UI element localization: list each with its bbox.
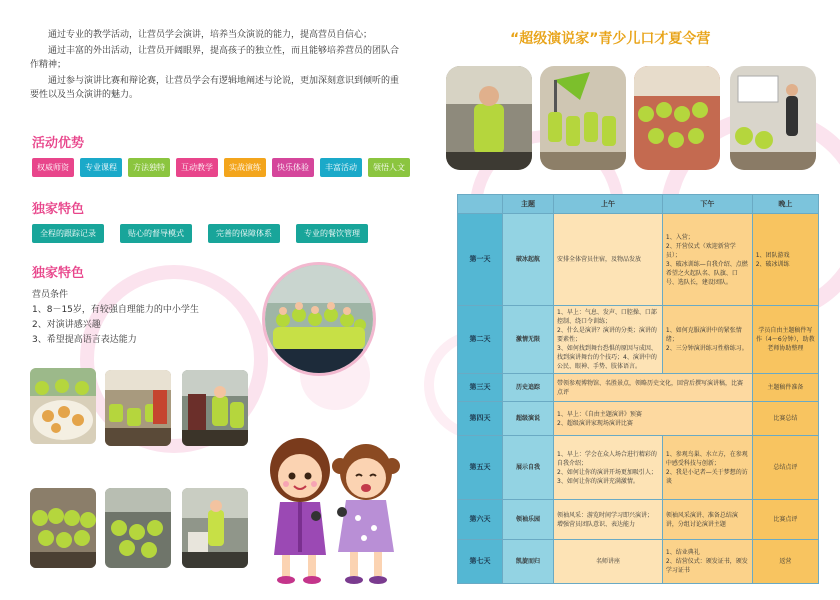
intro-paragraph: 通过专业的教学活动，让营员学会演讲，培养当众演说的能力，提高营员自信心； [48,30,373,40]
day-cell: 第三天 [458,374,503,402]
afternoon-cell: 1、参观鸟巢、水立方，在参观中感受科技与创新； 2、我是小记者—关于梦想的访谈 [662,436,752,500]
table-row [458,306,819,374]
activity-cell: 带领参观博物馆、名胜景点，领略历史文化，回营后撰写演讲稿，比赛点评 [554,374,753,402]
day-cell: 第四天 [458,402,503,436]
reading-photo [182,488,248,568]
advantage-tag: 方法独特 [128,158,170,177]
group-activity-photo [30,488,96,568]
day-cell: 第二天 [458,306,503,374]
table-row [458,374,819,402]
morning-cell: 1、早上：气息、发声、口腔操、口部控制、绕口令训练； 2、什么是演讲？演讲的分类；演讲的要素性； 3、如何找到舞台恐惧的原因与成因、找到演讲舞台的个技巧；4、演讲中的公民、眼神、手势、肢体语言。 [554,306,663,374]
header-cell [458,195,503,214]
theme-cell: 破冰起航 [503,214,554,306]
table-row [458,436,819,500]
hall-photo [105,488,171,568]
table-header-row [458,195,819,214]
header-cell: 晚上 [752,195,818,214]
theme-cell: 激情无限 [503,306,554,374]
evening-cell: 总结点评 [752,436,818,500]
evening-cell: 1、团队游戏 2、破冰训练 [752,214,818,306]
advantage-tag: 专业课程 [80,158,122,177]
theme-cell: 超级演说 [503,402,554,436]
requirement-item: 2、对演讲感兴趣 [32,320,101,330]
cartoon-children-illustration [258,430,408,594]
evening-cell: 比赛点评 [752,500,818,540]
morning-cell: 1、早上：学会在众人场合进行精彩的自我介绍； 2、如何让你的演讲开场更加吸引人； 3、如何让你的演讲充满激情。 [554,436,663,500]
flag-group-photo [540,66,626,170]
afternoon-cell: 1、结业典礼 2、结营仪式：颁发证书，颁发学习证书 [662,540,752,584]
table-row [458,500,819,540]
activity-cell: 1、早上：《自由主题演讲》预赛 2、超级演讲家现场演讲比赛 [554,402,753,436]
advantage-tag: 权威师资 [32,158,74,177]
schedule-table [457,194,819,584]
dining-photo [30,368,96,444]
afternoon-cell: 领袖风采演讲、准备总结演讲，分组讨论演讲主题 [662,500,752,540]
floor-activity-photo [634,66,720,170]
theme-cell: 历史追踪 [503,374,554,402]
requirements-heading: 营员条件 [32,290,69,300]
feature-tag: 专业的餐饮管理 [296,224,368,243]
requirement-item: 3、希望提高语言表达能力 [32,335,137,345]
advantage-tag: 快乐体验 [272,158,314,177]
day-cell: 第六天 [458,500,503,540]
advantage-tag: 领悟人文 [368,158,410,177]
activity-photo [182,370,248,446]
table-row [458,214,819,306]
feature-tag: 贴心的督导模式 [120,224,192,243]
group-photo-circle [262,262,376,376]
morning-cell: 安排全体营员住宿，及物品发放 [554,214,663,306]
theme-cell: 展示自我 [503,436,554,500]
advantage-tag: 丰富活动 [320,158,362,177]
classroom-lecture-photo [730,66,816,170]
right-page [420,0,840,600]
requirement-item: 1、8－15岁，有较强自理能力的中小学生 [32,305,199,315]
feature-tag: 完善的保障体系 [208,224,280,243]
evening-cell: 主题稿件准备 [752,374,818,402]
evening-cell: 返营 [752,540,818,584]
theme-cell: 领袖乐园 [503,500,554,540]
evening-cell: 比赛总结 [752,402,818,436]
features-title: 独家特色 [32,202,85,217]
intro-paragraph: 通过参与演讲比赛和辩论赛，让营员学会有逻辑地阐述与论说，更加深刻意识到倾听的重要性以及当众演讲的魅力。 [30,76,400,100]
advantage-tag: 互动教学 [176,158,218,177]
speaker-photo [446,66,532,170]
feature-tag: 全程的跟踪记录 [32,224,104,243]
day-cell: 第一天 [458,214,503,306]
day-cell: 第五天 [458,436,503,500]
advantage-tags [32,158,410,177]
morning-cell: 领袖风采：游览时间学习即兴演讲；增强营员团队意识、表达能力 [554,500,663,540]
intro-paragraph: 通过丰富的外出活动，让营员开阔眼界，提高孩子的独立性，而且能够培养营员的团队合作精神； [30,46,400,70]
header-cell: 上午 [554,195,663,214]
theme-cell: 凯旋而归 [503,540,554,584]
camp-title: “超级演说家”青少儿口才夏令营 [510,31,711,47]
requirements-title: 独家特色 [32,266,85,281]
afternoon-cell: 1、如何克服演讲中的紧张情绪； 2、三分钟演讲练习性格练习。 [662,306,752,374]
classroom-photo [105,370,171,446]
header-cell: 下午 [662,195,752,214]
feature-tags [32,224,368,243]
table-row [458,402,819,436]
header-cell: 主题 [503,195,554,214]
advantages-title: 活动优势 [32,136,85,151]
afternoon-cell: 1、入营； 2、开营仪式（欢迎新营学员）； 3、破冰训练—自我介绍、点燃希望之火起队名、队旗、口号、选队长，建设团队。 [662,214,752,306]
day-cell: 第七天 [458,540,503,584]
requirements-list [32,288,199,348]
evening-cell: 学员自由主题稿件写作（4～6分钟），助教老师协助整理 [752,306,818,374]
advantage-tag: 实战演练 [224,158,266,177]
intro-text [30,28,405,104]
morning-cell: 名师讲座 [554,540,663,584]
table-row [458,540,819,584]
